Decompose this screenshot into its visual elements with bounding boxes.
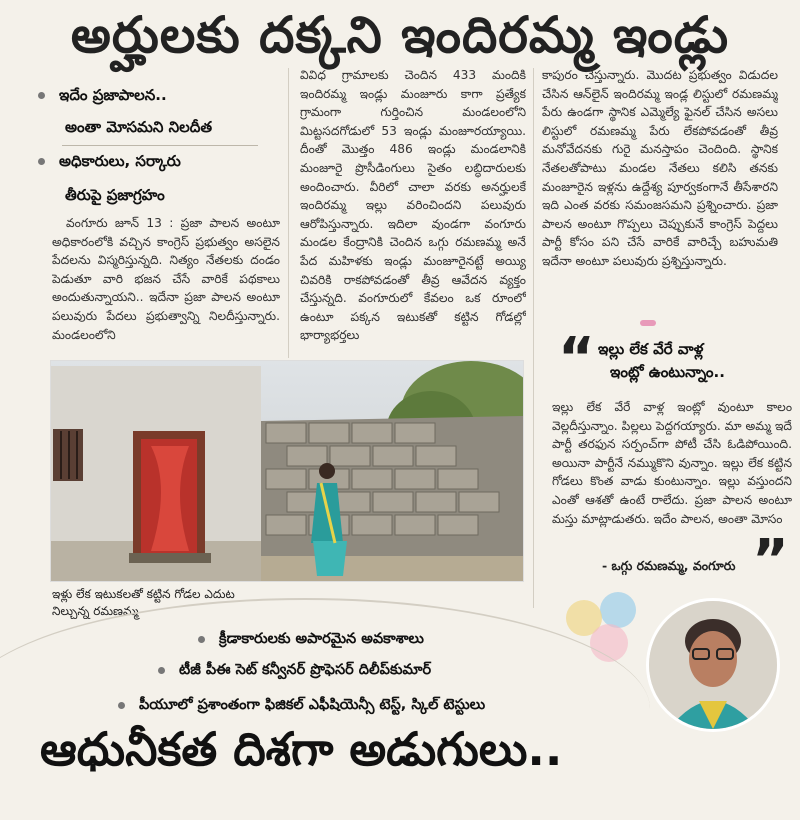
decor-dot bbox=[640, 320, 656, 326]
bullet-2-line1: అధికారులు, సర్కారు bbox=[59, 152, 181, 170]
bottom-bullet-3 bbox=[118, 697, 485, 717]
bullet-1-line2: అంతా మోసమని నిలదీత bbox=[65, 118, 213, 136]
bottom-bullet-1-text: క్రీడాకారులకు అపారమైన అవకాశాలు bbox=[219, 631, 424, 647]
column-1-text: వంగూరు జూన్ 13 : ప్రజా పాలన అంటూ అధికారంలోకి వచ్చిన కాంగ్రెస్ ప్రభుత్వం అసలైన పేదలను విస్మరిస్తున్నది. నిత్యం నేతలకు దండం పెడుతూ వారి భజన చేసే వారికే పథకాలు అందుతున్నాయని.. ఇదేనా ప్రజా పాలన అంటూ పలువురు పేదలు ప్రభుత్వాన్ని నిలదీస్తున్నారు. మండలంలోని bbox=[52, 216, 280, 342]
bullet-dot bbox=[198, 636, 205, 643]
column-divider bbox=[288, 68, 289, 358]
bullet-dot bbox=[38, 158, 45, 165]
news-photo bbox=[50, 360, 524, 582]
bottom-bullet-3-text: పీయూలో ప్రశాంతంగా ఫిజికల్ ఎఫీషియెన్సీ టెస్ట్, స్కిల్ టెస్టులు bbox=[139, 697, 486, 713]
bullet-2-line2: తీరుపై ప్రజాగ్రహం bbox=[65, 186, 165, 204]
bottom-bullet-1 bbox=[198, 631, 424, 651]
portrait-photo bbox=[646, 598, 780, 732]
bullet-1-line1: ఇదేం ప్రజాపాలన.. bbox=[59, 86, 167, 104]
bottom-headline: ఆధునీకత దిశగా అడుగులు.. bbox=[40, 722, 563, 776]
column-2-text: వివిధ గ్రామాలకు చెందిన 433 మందికి ఇందిరమ్మ ఇండ్లు మంజూరు కాగా ప్రత్యేక గ్రామంగా గుర్తించిన మండలంలోని మిట్టసదగోడులో 53 ఇండ్లు మంజూరయ్యాయి. దీంతో మొత్తం 486 ఇండ్లు మండలానికి మంజూరై ప్రొసీడింగులు సైతం లబ్ధిదారులకు అందించారు. వీరిలో చాలా వరకు అనర్హులకే ఇందిరమ్మ ఇల్లు వరించిందని పలువురు ఆరోపిస్తున్నారు. ఇదిలా వుండగా వంగూరు మండల కేంద్రానికి చెందిన ఒగ్గు రమణమ్మ అనే పేద మహిళకు ఇండ్లు మంజూరైనట్టే అయ్యి చివరికి రాకపోవడంతో తీవ్ర ఆవేదన వ్యక్తం చేస్తున్నది. వంగూరులో కేవలం ఒక రూంలో ఉంటూ పక్కన ఇటుకతో కట్టిన గోడల్లో భార్యాభర్తలు bbox=[300, 68, 526, 343]
bottom-bullet-2 bbox=[158, 662, 431, 682]
quote-author: - ఒగ్గు రమణమ్మ, వంగూరు bbox=[602, 558, 736, 573]
decor-circle bbox=[600, 592, 636, 628]
quote-title-line1: ఇల్లు లేక వేరే వాళ్ల bbox=[598, 340, 704, 358]
bottom-bullet-2-text: టీజీ పీఈ సెట్ కన్వీనర్ ప్రొఫెసర్ దిలీప్‌కుమార్ bbox=[179, 662, 432, 678]
quote-title bbox=[598, 338, 768, 384]
photo-caption: ఇళ్లు లేక ఇటుకలతో కట్టిన గోడల ఎదుట నిల్చున్న రమణమ్మ bbox=[52, 587, 235, 618]
quote-title-line2: ఇంట్లో ఉంటున్నాం.. bbox=[610, 363, 725, 381]
headline: అర్హులకు దక్కని ఇందిరమ్మ ఇండ్లు bbox=[70, 6, 730, 64]
bullet-1 bbox=[38, 86, 167, 108]
close-quote-icon: ” bbox=[752, 528, 789, 593]
column-3-text: కాపురం చేస్తున్నారు. మొదట ప్రభుత్వం విడుదల చేసిన ఆన్‌లైన్ ఇందిరమ్మ ఇండ్ల లిస్టులో రమణమ్మ పేరు ఉండగా స్థానిక ఎమ్మెల్యే ఫైనల్ చేసిన అసలు లిస్టులో రమణమ్మ పేరు లేకపోవడంతో తీవ్ర మనోవేదనకు గురై మనస్తాపం చెందింది. స్థానిక నేతలతోపాటు మండల నేతలు కలిసి తనకు మంజూరైన ఇళ్లను ఉద్దేశ్య పూర్వకంగానే తీసేశారని ఇది ఎంత వరకు సమంజసమని ప్రశ్నించారు. ప్రజా పాలన అంటూ గొప్పలు చెప్పుకునే కాంగ్రెస్ పెద్దలు పార్టీ కోసం పని చేసే వారికే వారిచ్చే బహుమతి ఇదేనా అంటూ పలువురు ప్రశ్నిస్తున్నారు. bbox=[542, 68, 778, 268]
open-quote-icon: “ bbox=[558, 326, 595, 391]
bullet-2 bbox=[38, 152, 181, 174]
bullet-dot bbox=[158, 667, 165, 674]
bullet-dot bbox=[118, 702, 125, 709]
column-divider bbox=[533, 68, 534, 608]
bullet-dot bbox=[38, 92, 45, 99]
quote-text: ఇల్లు లేక వేరే వాళ్ల ఇంట్లో వుంటూ కాలం వెల్లదీస్తున్నాం. పిల్లలు పెద్దగయ్యారు. మా అమ్మ ఇదే పార్టీ తరఫున సర్పంచ్‌గా పోటీ చేసి ఓడిపోయింది. అయినా పార్టీనే నమ్ముకొని వున్నాం. ఇల్లు లేక కట్టిన గోడలు కొంత వాడు కుంటున్నాం. ఇల్లు వస్తుందని ఎంతో ఆశతో ఉంటే రాలేదు. ప్రజా పాలన అంటూ మస్తు మాట్లాడుతరు. ఇదేం పాలన, అంతా మోసం bbox=[552, 400, 792, 526]
divider bbox=[62, 145, 258, 146]
